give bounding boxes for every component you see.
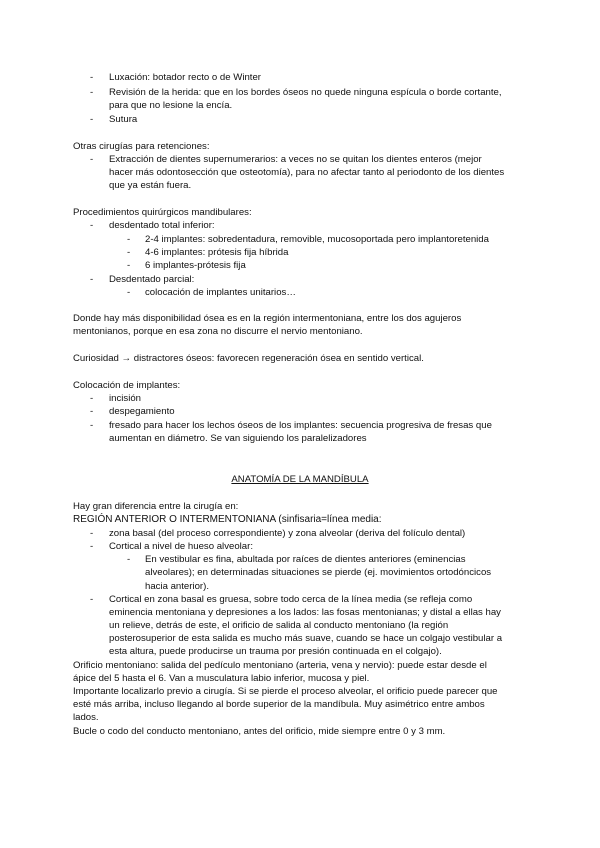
list-dash: - [90,114,94,125]
sublist-dash: - [127,287,131,298]
paragraph-line: esté más arriba, incluso llegando al borde superior de la mandíbula. Muy asimétrico entre ambos [73,699,485,710]
list-item-continuation: un relieve, detrás de este, el orificio de salida al conducto mentoniano (la región [109,620,449,631]
sublist-dash: - [127,260,131,271]
list-item-continuation: aumentan en diámetro. Se van siguiendo los paralelizadores [109,433,367,444]
list-item-continuation: esta altura, puede producirse un trauma por presión continuada en el colgajo). [109,646,442,657]
list-item: Extracción de dientes supernumerarios: a veces no se quitan los dientes enteros (mejor [109,154,482,165]
list-dash: - [90,420,94,431]
paragraph-line: Donde hay más disponibilidad ósea es en la región intermentoniana, entre los dos agujeros [73,313,462,324]
sublist-item: En vestibular es fina, abultada por raíces de dientes anteriores (eminencias [145,554,466,565]
sublist-dash: - [127,554,131,565]
list-item: desdentado total inferior: [109,220,215,231]
list-item-continuation: hacer más odontosección que osteotomía), para no afectar tanto al periodonto de los dientes [109,167,505,178]
list-dash: - [90,393,94,404]
list-item: zona basal (del proceso correspondiente) y zona alveolar (deriva del folículo dental) [109,528,466,539]
list-dash: - [90,528,94,539]
list-dash: - [90,594,94,605]
section-title: ANATOMÍA DE LA MANDÍBULA [231,474,369,485]
paragraph-line: Orificio mentoniano: salida del pedículo mentoniano (arteria, vena y nervio): puede estar desde el [73,660,487,671]
paragraph-line: Hay gran diferencia entre la cirugía en: [73,501,239,512]
paragraph-line: mentonianos, porque en esa zona no discurre el nervio mentoniano. [73,326,363,337]
sublist-dash: - [127,247,131,258]
section-heading: Colocación de implantes: [73,380,181,391]
sublist-item: colocación de implantes unitarios… [145,287,296,298]
list-item: Cortical en zona basal es gruesa, sobre todo cerca de la línea media (se refleja como [109,594,473,605]
list-item: Sutura [109,114,138,125]
list-item: Cortical a nivel de hueso alveolar: [109,541,253,552]
list-item-continuation: que ya están fuera. [109,180,192,191]
sublist-item: 4-6 implantes: prótesis fija híbrida [145,247,289,258]
paragraph-line: lados. [73,712,99,723]
list-item: incisión [109,393,141,404]
list-item: Luxación: botador recto o de Winter [109,72,261,83]
list-dash: - [90,406,94,417]
list-dash: - [90,154,94,165]
sublist-dash: - [127,234,131,245]
sublist-item-continuation: alveolares); en determinadas situaciones se pierde (ej. movimientos ortodóncicos [145,567,492,578]
list-dash: - [90,72,94,83]
section-heading: Otras cirugías para retenciones: [73,141,210,152]
list-dash: - [90,87,94,98]
paragraph-line: Bucle o codo del conducto mentoniano, antes del orificio, mide siempre entre 0 y 3 mm. [73,726,446,737]
list-dash: - [90,541,94,552]
paragraph-line: Importante localizarlo previo a cirugía. Si se pierde el proceso alveolar, el orificio puede parecer que [73,686,498,697]
list-dash: - [90,274,94,285]
list-item-continuation: posterosuperior de esta salida es mucho más suave, cuando se hace un colgajo vestibular a [109,633,503,644]
paragraph-line: Curiosidad → distractores óseos: favorecen regeneración ósea en sentido vertical. [73,353,424,364]
list-item: Revisión de la herida: que en los bordes óseos no quede ninguna espícula o borde cortante, [109,87,502,98]
paragraph-line: ápice del 5 hasta el 6. Van a musculatura labio inferior, mucosa y piel. [73,673,370,684]
region-heading: REGIÓN ANTERIOR O INTERMENTONIANA (sinfisaria=línea media: [73,514,382,525]
list-item: despegamiento [109,406,175,417]
list-item-continuation: para que no lesione la encía. [109,100,233,111]
section-heading: Procedimientos quirúrgicos mandibulares: [73,207,252,218]
list-item: fresado para hacer los lechos óseos de los implantes: secuencia progresiva de fresas que [109,420,492,431]
list-item: Desdentado parcial: [109,274,195,285]
list-item-continuation: eminencia mentoniana y depresiones a los lados: las fosas mentonianas; y distal a ellas hay [109,607,501,618]
sublist-item: 6 implantes-prótesis fija [145,260,246,271]
sublist-item-continuation: hacia anterior). [145,581,209,592]
sublist-item: 2-4 implantes: sobredentadura, removible, mucosoportada pero implantoretenida [145,234,489,245]
list-dash: - [90,220,94,231]
